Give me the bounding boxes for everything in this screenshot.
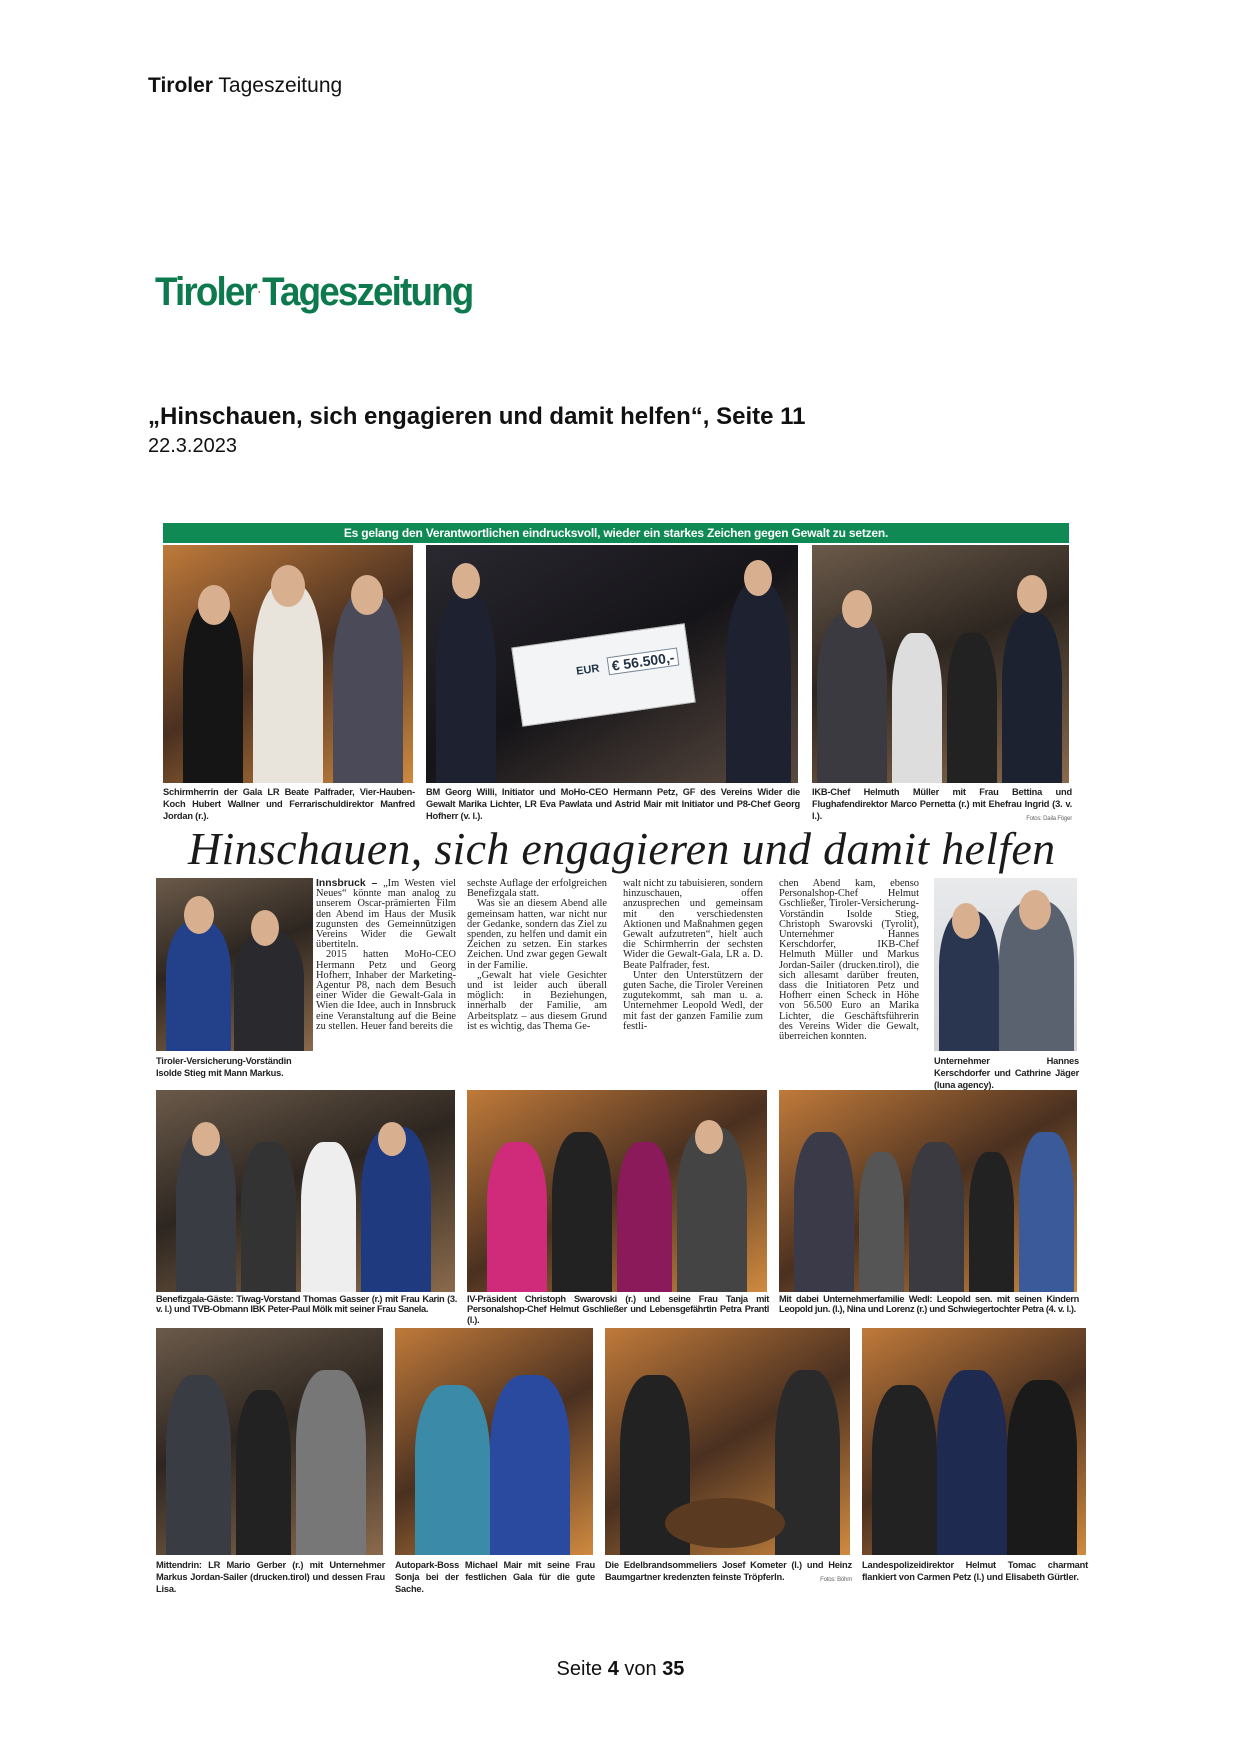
caption-bottom-3: Die Edelbrandsommeliers Josef Kometer (l.) und Heinz Baumgartner kredenzten feinste Tröpferln. Fotos: Böhm [605, 1559, 852, 1586]
cheque-currency: EUR [575, 662, 601, 678]
photo-gasser-moelk [156, 1090, 455, 1292]
photo-mueller-pernetta [812, 545, 1069, 783]
headline: Hinschauen, sich engagieren und damit helfen [188, 823, 1056, 874]
dateline: Innsbruck – [316, 878, 384, 889]
photo-cheque-handover [426, 545, 798, 783]
photo-credit: Fotos: Daila Föger [1026, 816, 1072, 822]
photo-stieg [156, 878, 313, 1051]
caption-bottom-1: Mittendrin: LR Mario Gerber (r.) mit Unternehmer Markus Jordan-Sailer (drucken.tirol) und dessen Frau Lisa. [156, 1560, 385, 1594]
caption-middle-2: IV-Präsident Christoph Swarovski (r.) und seine Frau Tanja mit Personalshop-Chef Helmut Gschließer und Lebensgefährtin Petra Prantl (l.). [467, 1294, 769, 1325]
photo-gerber-jordan-sailer [156, 1328, 383, 1555]
caption-top-2: BM Georg Willi, Initiator und MoHo-CEO Hermann Petz, GF des Vereins Wider die Gewalt Marika Lichter, LR Eva Pawlata und Astrid Mair mit Initiator und P8-Chef Georg Hofherr (v. l.). [426, 787, 800, 821]
photo-edelbrandsommeliers [605, 1328, 850, 1555]
article-column-1: Innsbruck – „Im Westen viel Neues“ könnte man analog zu unserem Oscar-prämierten Film den Abend im Haus der Musik zugunsten des Gemeinnützigen Vereins Wider die Gewalt übertiteln. 2015 hatten MoHo-CEO Hermann Petz und Georg Hofherr, Inhaber der Marketing-Agentur P8, nach dem Besuch einer Wider die Gewalt-Gala in Wien die Idee, auch in Innsbruck eine Veranstaltung auf die Beine zu stellen. Heuer fand bereits die [316, 878, 456, 1032]
logo-text-right: Tageszeitung [262, 269, 473, 314]
caption-top-3: IKB-Chef Helmuth Müller mit Frau Bettina und Flughafendirektor Marco Pernetta (r.) mit Ehefrau Ingrid (3. v. l.). Fotos: Daila Föger [812, 786, 1072, 825]
logo-text-left: Tiroler [155, 269, 256, 314]
photo-palfrader-wallner-jordan [163, 545, 413, 783]
article-column-4: chen Abend kam, ebenso Personalshop-Chef Helmut Gschließer, Tiroler-Versicherung-Vorständin Isolde Stieg, Christoph Swarovski (Tyrolit), Unternehmer Hannes Kerschdorfer, IKB-Chef Helmuth Müller und Markus Jordan-Sailer (drucken.tirol), die sich allesamt darüber freuten, dass die Initiatoren Petz und Hofherr einen Scheck in Höhe von 56.500 Euro an Marika Lichter, die Geschäftsführerin des Vereins Wider die Gewalt, überreichen konnten. [779, 878, 919, 1043]
article-column-2: sechste Auflage der erfolgreichen Benefizgala statt. Was sie an diesem Abend alle gemeinsam hatten, war nicht nur der Gedanke, sondern das Ziel zu spenden, zu helfen und damit ein Zeichen zu setzen. Ein starkes Zeichen. Und zwar gegen Gewalt in der Familie. „Gewalt hat viele Gesichter und ist leider auch überall möglich: in Beziehungen, innerhalb der Familie, am Arbeitsplatz – aus diesem Grund ist es wichtig, das Thema Ge- [467, 878, 607, 1032]
photo-kerschdorfer-jaeger [934, 878, 1077, 1051]
photo-wedl-family [779, 1090, 1077, 1292]
article-column-3: walt nicht zu tabuisieren, sondern hinzuschauen, offen anzusprechen und gemeinsam mit den verschiedensten Aktionen und Maßnahmen gegen Gewalt aufzutreten“, hielt auch die Schirmherrin der sechsten Wider die Gewalt-Gala, LR a. D. Beate Palfrader, fest. Unter den Unterstützern der guten Sache, die Tiroler Vereinen zugutekommt, sah man u. a. Unternehmer Leopold Wedl, der mit fast der ganzen Familie zum festli- [623, 878, 763, 1032]
caption-top-1: Schirmherrin der Gala LR Beate Palfrader, Vier-Hauben-Koch Hubert Wallner und Ferrarischuldirektor Manfred Jordan (r.). [163, 787, 415, 821]
photo-mair [395, 1328, 593, 1555]
caption-bottom-2: Autopark-Boss Michael Mair mit seine Frau Sonja bei der festlichen Gala für die gute Sache. [395, 1560, 595, 1594]
caption-middle-3: Mit dabei Unternehmerfamilie Wedl: Leopold sen. mit seinen Kindern Leopold jun. (l.), Nina und Lorenz (r.) und Schwiegertochter Petra (4. v. l.). [779, 1294, 1079, 1315]
photo-swarovski-gschliesser [467, 1090, 767, 1292]
cheque [511, 623, 695, 727]
page-number: Seite 4 von 35 [556, 1658, 685, 1680]
photo-credit-bottom: Fotos: Böhm [820, 1577, 852, 1583]
newspaper-logo [155, 266, 472, 318]
article-date: 22.3.2023 [148, 435, 237, 457]
photo-tomac-petz-guertler [862, 1328, 1086, 1555]
cheque-amount: € 56.500,- [607, 648, 680, 676]
caption-middle-1: Benefizgala-Gäste: Tiwag-Vorstand Thomas Gasser (r.) mit Frau Karin (3. v. l.) und TVB-Obmann IBK Peter-Paul Mölk mit seiner Frau Sanela. [156, 1294, 457, 1315]
publication-header: Tiroler Tageszeitung [148, 74, 343, 97]
banner: Es gelang den Verantwortlichen eindrucksvoll, wieder ein starkes Zeichen gegen Gewalt zu setzen. [163, 523, 1069, 543]
tyrolean-eagle-icon [258, 277, 260, 307]
article-title: „Hinschauen, sich engagieren und damit helfen“, Seite 11 [148, 403, 806, 430]
caption-bottom-4: Landespolizeidirektor Helmut Tomac charmant flankiert von Carmen Petz (l.) und Elisabeth Gürtler. [862, 1560, 1088, 1582]
caption-right: Unternehmer Hannes Kerschdorfer und Cathrine Jäger (luna agency). [934, 1056, 1079, 1090]
caption-left: Tiroler-Versicherung-Vorständin Isolde Stieg mit Mann Markus. [156, 1056, 292, 1078]
